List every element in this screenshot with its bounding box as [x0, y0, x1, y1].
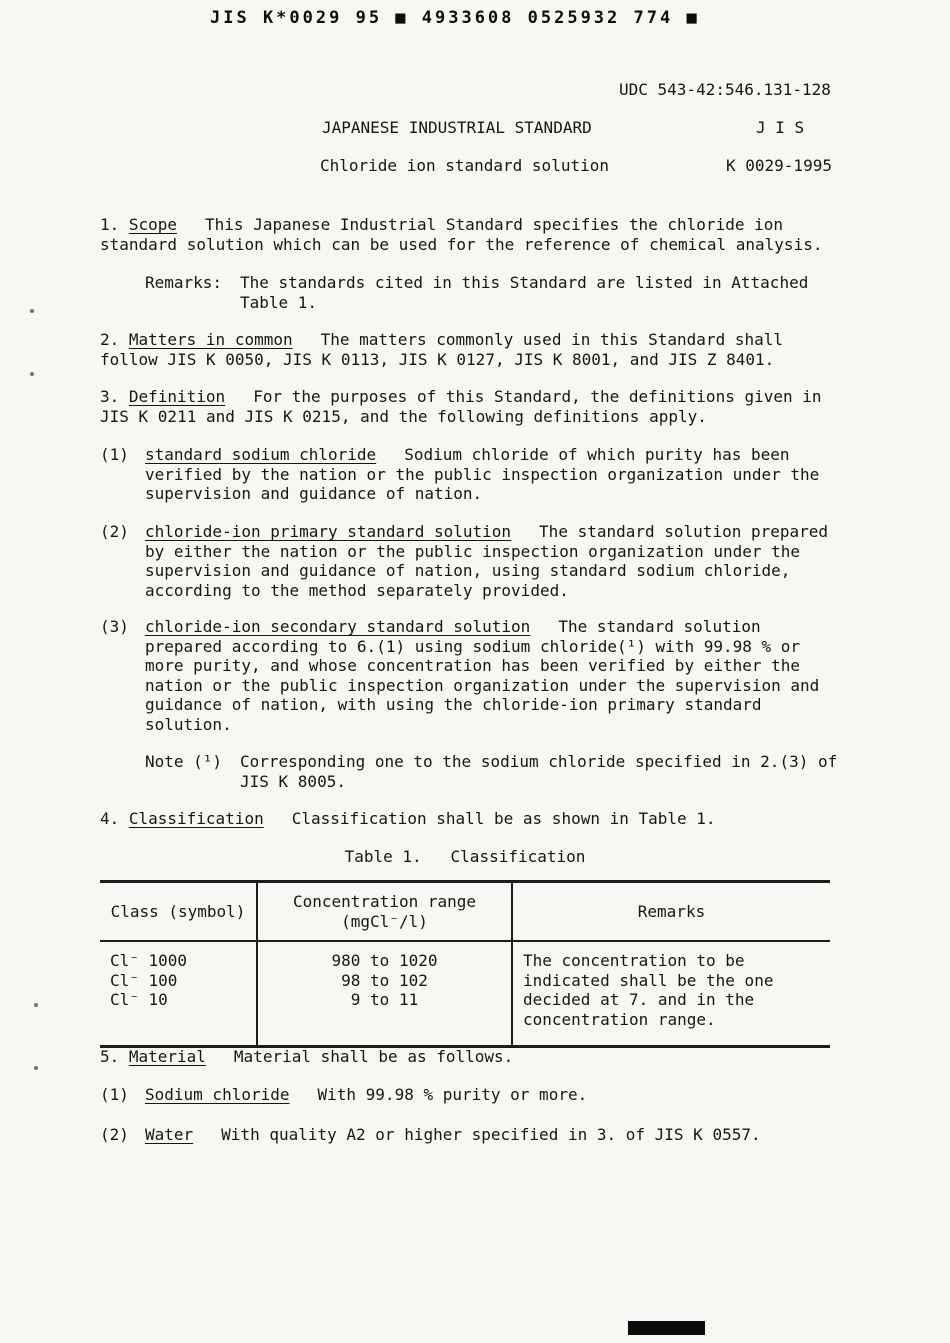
section-number: 4. — [100, 809, 120, 828]
material-item-2 — [100, 1125, 840, 1145]
remarks-label: Remarks: — [145, 273, 223, 292]
scope-remarks — [145, 273, 840, 312]
scan-speck — [30, 372, 34, 376]
classification-table — [100, 880, 830, 1048]
section-body: For the purposes of this Standard, the definitions given in JIS K 0211 and JIS K 0215, and the following definitions apply. — [100, 387, 822, 426]
item-heading: chloride-ion secondary standard solution — [145, 617, 531, 636]
item-number: (2) — [100, 522, 129, 541]
org-abbr: J I S — [756, 118, 805, 137]
definition-item-2 — [100, 522, 840, 600]
section-body: Material shall be as follows. — [233, 1047, 514, 1066]
item-body: With 99.98 % purity or more. — [317, 1085, 588, 1104]
table-body-row — [100, 941, 830, 1047]
definition-note — [145, 752, 840, 791]
standard-name: JAPANESE INDUSTRIAL STANDARD — [322, 118, 592, 137]
class-value: Cl⁻ 100 — [110, 970, 178, 990]
section-number: 2. — [100, 330, 120, 349]
section-body: This Japanese Industrial Standard specifies the chloride ion standard solution which can be used for the reference of chemical analysis. — [100, 215, 823, 254]
table-header-range: Concentration range (mgCl⁻/l) — [257, 882, 512, 942]
section-classification — [100, 809, 840, 829]
item-body: The standard solution prepared by either the nation or the public inspection organization under the supervision and guidance of nation, using standard sodium chloride, according to the method separately provided. — [145, 522, 829, 600]
definition-item-1 — [100, 445, 840, 504]
section-number: 5. — [100, 1047, 120, 1066]
scan-speck — [30, 309, 34, 313]
section-matters-in-common — [100, 330, 840, 369]
scan-speck — [34, 1003, 38, 1007]
material-item-1 — [100, 1085, 840, 1105]
section-heading: Matters in common — [128, 330, 293, 349]
class-value: Cl⁻ 10 — [110, 990, 168, 1009]
note-body: Corresponding one to the sodium chloride specified in 2.(3) of JIS K 8005. — [240, 752, 838, 791]
scan-code-line: JIS K*0029 95 ■ 4933608 0525932 774 ■ — [210, 8, 700, 28]
section-material — [100, 1047, 840, 1067]
section-scope — [100, 215, 840, 254]
item-heading: standard sodium chloride — [145, 445, 377, 464]
section-number: 3. — [100, 387, 120, 406]
table-cell-class — [100, 941, 257, 1047]
item-heading: chloride-ion primary standard solution — [145, 522, 512, 541]
section-definition — [100, 387, 840, 426]
scan-speck — [34, 1066, 38, 1070]
item-body: The standard solution prepared according to 6.(1) using sodium chloride(¹) with 99.98 % or more purity, and whose concentration has been verified by either the nation or the public inspection organization under the supervision and guidance of nation, with using the chloride-ion primary standard solution. — [145, 617, 820, 734]
section-body: The matters commonly used in this Standard shall follow JIS K 0050, JIS K 0113, JIS K 0127, JIS K 8001, and JIS Z 8401. — [100, 330, 783, 369]
table-cell-remarks: The concentration to be indicated shall be the one decided at 7. and in the concentration range. — [512, 941, 830, 1047]
note-label: Note (¹) — [145, 752, 223, 771]
standard-number: K 0029-1995 — [726, 156, 832, 175]
item-number: (1) — [100, 445, 129, 464]
section-body: Classification shall be as shown in Table 1. — [291, 809, 716, 828]
udc-number: UDC 543-42:546.131-128 — [619, 80, 831, 99]
item-body: Sodium chloride of which purity has been verified by the nation or the public inspection organization under the supervision and guidance of nation. — [145, 445, 820, 503]
item-heading: Water — [145, 1125, 194, 1144]
item-number: (2) — [100, 1125, 129, 1144]
table-header-class: Class (symbol) — [100, 882, 257, 942]
section-heading: Classification — [128, 809, 264, 828]
item-body: With quality A2 or higher specified in 3. of JIS K 0557. — [221, 1125, 761, 1144]
remarks-body: The standards cited in this Standard are listed in Attached Table 1. — [240, 273, 809, 312]
range-value: 980 to 1020 — [331, 951, 438, 970]
table-header-row — [100, 882, 830, 942]
item-heading: Sodium chloride — [145, 1085, 290, 1104]
range-value: 98 to 102 — [341, 970, 428, 990]
table-caption: Table 1. Classification — [344, 847, 586, 866]
redaction-bar — [628, 1321, 705, 1335]
definition-item-3 — [100, 617, 840, 734]
doc-title: Chloride ion standard solution — [320, 156, 609, 175]
range-value: 9 to 11 — [350, 990, 419, 1009]
item-number: (3) — [100, 617, 129, 636]
section-number: 1. — [100, 215, 120, 234]
class-value: Cl⁻ 1000 — [110, 951, 188, 970]
section-heading: Scope — [128, 215, 178, 234]
table-header-remarks: Remarks — [512, 882, 830, 942]
section-heading: Definition — [128, 387, 226, 406]
item-number: (1) — [100, 1085, 129, 1104]
section-heading: Material — [128, 1047, 206, 1066]
table-cell-range — [257, 941, 512, 1047]
